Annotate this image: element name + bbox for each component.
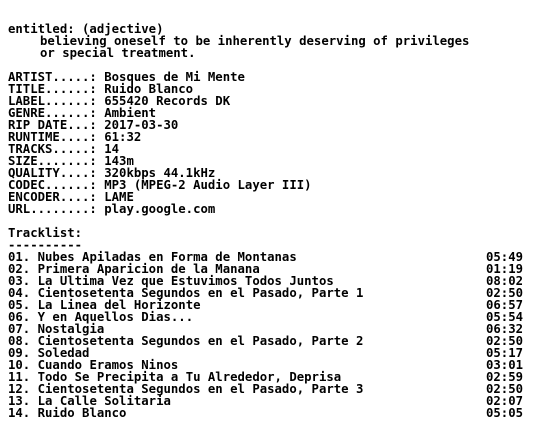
info-value: Bosques de Mi Mente [104,70,245,84]
info-key: TITLE......: [8,82,97,96]
info-value: play.google.com [104,202,216,216]
track-title: Cientosetenta Segundos en el Pasado, Parte 2 [37,334,364,348]
track-number: 05. [8,298,31,312]
track-number: 10. [8,358,31,372]
track-duration: 05:05 [486,406,524,420]
nfo-document [8,23,528,419]
track-title: Cientosetenta Segundos en el Pasado, Parte 1 [37,286,364,300]
info-key: ARTIST.....: [8,70,97,84]
track-row [8,407,528,419]
info-key: RUNTIME....: [8,130,97,144]
info-value: 143m [104,154,134,168]
track-title: Nostalgia [37,322,105,336]
track-title: Nubes Apiladas en Forma de Montanas [37,250,297,264]
track-duration: 02:07 [486,394,524,408]
track-number: 09. [8,346,31,360]
definition-line-1: believing oneself to be inherently deserving of privileges [40,34,470,48]
tracklist-heading: Tracklist: [8,226,83,240]
info-key: ENCODER....: [8,190,97,204]
info-row-url [8,203,528,215]
track-number: 12. [8,382,31,396]
info-key: GENRE......: [8,106,97,120]
track-title: Ruido Blanco [37,406,127,420]
info-key: RIP DATE...: [8,118,97,132]
info-key: CODEC......: [8,178,97,192]
info-value: Ambient [104,106,157,120]
track-title: Primera Aparicion de la Manana [37,262,260,276]
track-number: 01. [8,250,31,264]
track-number: 08. [8,334,31,348]
track-duration: 02:50 [486,334,524,348]
track-duration: 02:50 [486,382,524,396]
track-duration: 05:17 [486,346,524,360]
track-duration: 01:19 [486,262,524,276]
track-duration: 06:32 [486,322,524,336]
info-key: TRACKS.....: [8,142,97,156]
info-key: LABEL......: [8,94,97,108]
track-title: Cuando Eramos Ninos [37,358,179,372]
info-value: 61:32 [104,130,142,144]
release-info [8,71,528,215]
definition-line-2: or special treatment. [40,46,196,60]
info-value: 655420 Records DK [104,94,231,108]
info-value: 14 [104,142,120,156]
track-title: La Linea del Horizonte [37,298,201,312]
tracklist-underline: ---------- [8,238,83,252]
track-number: 13. [8,394,31,408]
track-duration: 03:01 [486,358,524,372]
track-title: Todo Se Precipita a Tu Alrededor, Deprisa [37,370,342,384]
track-duration: 08:02 [486,274,524,288]
track-number: 06. [8,310,31,324]
info-value: 320kbps 44.1kHz [104,166,216,180]
track-duration: 05:54 [486,310,524,324]
track-title: La Calle Solitaria [37,394,171,408]
info-key: QUALITY....: [8,166,97,180]
track-duration: 02:50 [486,286,524,300]
info-value: MP3 (MPEG-2 Audio Layer III) [104,178,312,192]
track-number: 03. [8,274,31,288]
track-duration: 05:49 [486,250,524,264]
info-key: SIZE.......: [8,154,97,168]
track-number: 11. [8,370,31,384]
info-value: LAME [104,190,134,204]
track-number: 04. [8,286,31,300]
track-title: Y en Aquellos Dias... [37,310,194,324]
track-title: Soledad [37,346,90,360]
track-number: 07. [8,322,31,336]
info-key: URL........: [8,202,97,216]
info-value: 2017-03-30 [104,118,179,132]
track-duration: 02:59 [486,370,524,384]
track-duration: 06:57 [486,298,524,312]
info-value: Ruido Blanco [104,82,194,96]
track-title: Cientosetenta Segundos en el Pasado, Parte 3 [37,382,364,396]
track-number: 02. [8,262,31,276]
definition-headword: entitled: (adjective) [8,22,164,36]
spacer [8,215,528,227]
track-title: La Ultima Vez que Estuvimos Todos Juntos [37,274,334,288]
track-number: 14. [8,406,31,420]
tracklist [8,251,528,419]
